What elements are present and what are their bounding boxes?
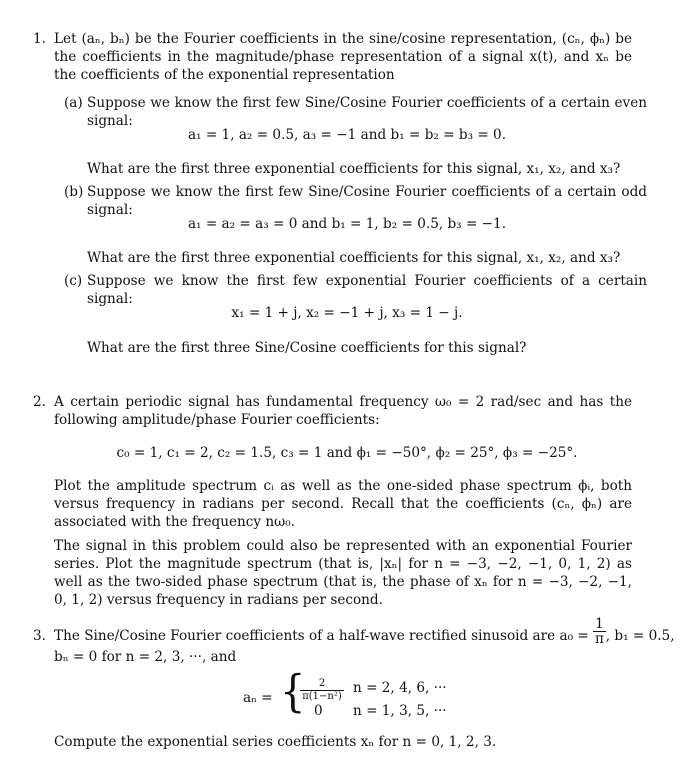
problem-1a-equation: a₁ = 1, a₂ = 0.5, a₃ = −1 and b₁ = b₂ = b₃ = 0. — [187, 127, 507, 143]
a0-fraction — [593, 617, 606, 646]
case-1-condition: n = 2, 4, 6, ··· — [353, 680, 447, 696]
problem-3-final: Compute the exponential series coefficients xₙ for n = 0, 1, 2, 3. — [54, 734, 497, 750]
problem-2-para-2: The signal in this problem could also be represented with an exponential Fourier series. Plot the magnitude spectrum (that is, |xₙ| for n = −3, −2, −1, 0, 1, 2) as well as the two-sided phase spectrum (that is, the phase of xₙ for n = −3, −2, −1, 0, 1, 2) versus frequency in radians per second. — [54, 538, 632, 608]
case-1-numerator: 2 — [300, 678, 344, 691]
problem-3-intro-pre: The Sine/Cosine Fourier coefficients of a half-wave rectified sinusoid are a₀ = — [54, 628, 589, 644]
problem-1b-equation: a₁ = a₂ = a₃ = 0 and b₁ = 1, b₂ = 0.5, b₃ = −1. — [187, 216, 507, 232]
problem-1b-question: What are the first three exponential coefficients for this signal, x₁, x₂, and x₃? — [87, 250, 621, 266]
problem-3-intro — [54, 616, 675, 647]
a0-numerator: 1 — [595, 616, 604, 632]
problem-1-number: 1. — [33, 31, 46, 47]
problem-1c-label: (c) — [64, 273, 83, 289]
problem-2-para-1: Plot the amplitude spectrum cᵢ as well as the one-sided phase spectrum ϕᵢ, both versus frequency in radians per second. Recall that the coefficients (cₙ, ϕₙ) are associated with the frequency nω₀. — [54, 478, 632, 530]
case-1-fraction — [300, 678, 344, 703]
problem-1a-label: (a) — [64, 95, 83, 111]
problem-3-number: 3. — [33, 628, 46, 644]
case-2-value: 0 — [314, 703, 323, 719]
piecewise-brace: { — [280, 666, 306, 718]
piecewise-lhs: aₙ = — [243, 690, 273, 706]
problem-1c-question: What are the first three Sine/Cosine coefficients for this signal? — [87, 340, 527, 356]
problem-2-equation: c₀ = 1, c₁ = 2, c₂ = 1.5, c₃ = 1 and ϕ₁ = −50°, ϕ₂ = 25°, ϕ₃ = −25°. — [116, 445, 578, 461]
problem-1a-text: Suppose we know the first few Sine/Cosine Fourier coefficients of a certain even signal: — [87, 95, 647, 129]
problem-1a-question: What are the first three exponential coefficients for this signal, x₁, x₂, and x₃? — [87, 161, 621, 177]
problem-1c-equation: x₁ = 1 + j, x₂ = −1 + j, x₃ = 1 − j. — [231, 305, 463, 321]
problem-1c-text: Suppose we know the first few exponential Fourier coefficients of a certain signal: — [87, 273, 647, 307]
problem-2-number: 2. — [33, 394, 46, 410]
problem-3-line-2: bₙ = 0 for n = 2, 3, ···, and — [54, 649, 237, 665]
problem-1b-label: (b) — [64, 184, 84, 200]
problem-3-intro-post: , b₁ = 0.5, — [605, 628, 675, 644]
case-1-denominator: π(1−n²) — [302, 691, 342, 702]
problem-1-intro: Let (aₙ, bₙ) be the Fourier coefficients in the sine/cosine representation, (cₙ, ϕₙ) be the coefficients in the magnitude/phase representation of a signal x(t), and xₙ be the coefficients of the exponential representation — [54, 31, 632, 83]
problem-2-intro: A certain periodic signal has fundamental frequency ω₀ = 2 rad/sec and has the following amplitude/phase Fourier coefficients: — [54, 394, 632, 428]
a0-denominator: π — [594, 631, 604, 647]
problem-1b-text: Suppose we know the first few Sine/Cosine Fourier coefficients of a certain odd signal: — [87, 184, 647, 218]
case-2-condition: n = 1, 3, 5, ··· — [353, 703, 447, 719]
